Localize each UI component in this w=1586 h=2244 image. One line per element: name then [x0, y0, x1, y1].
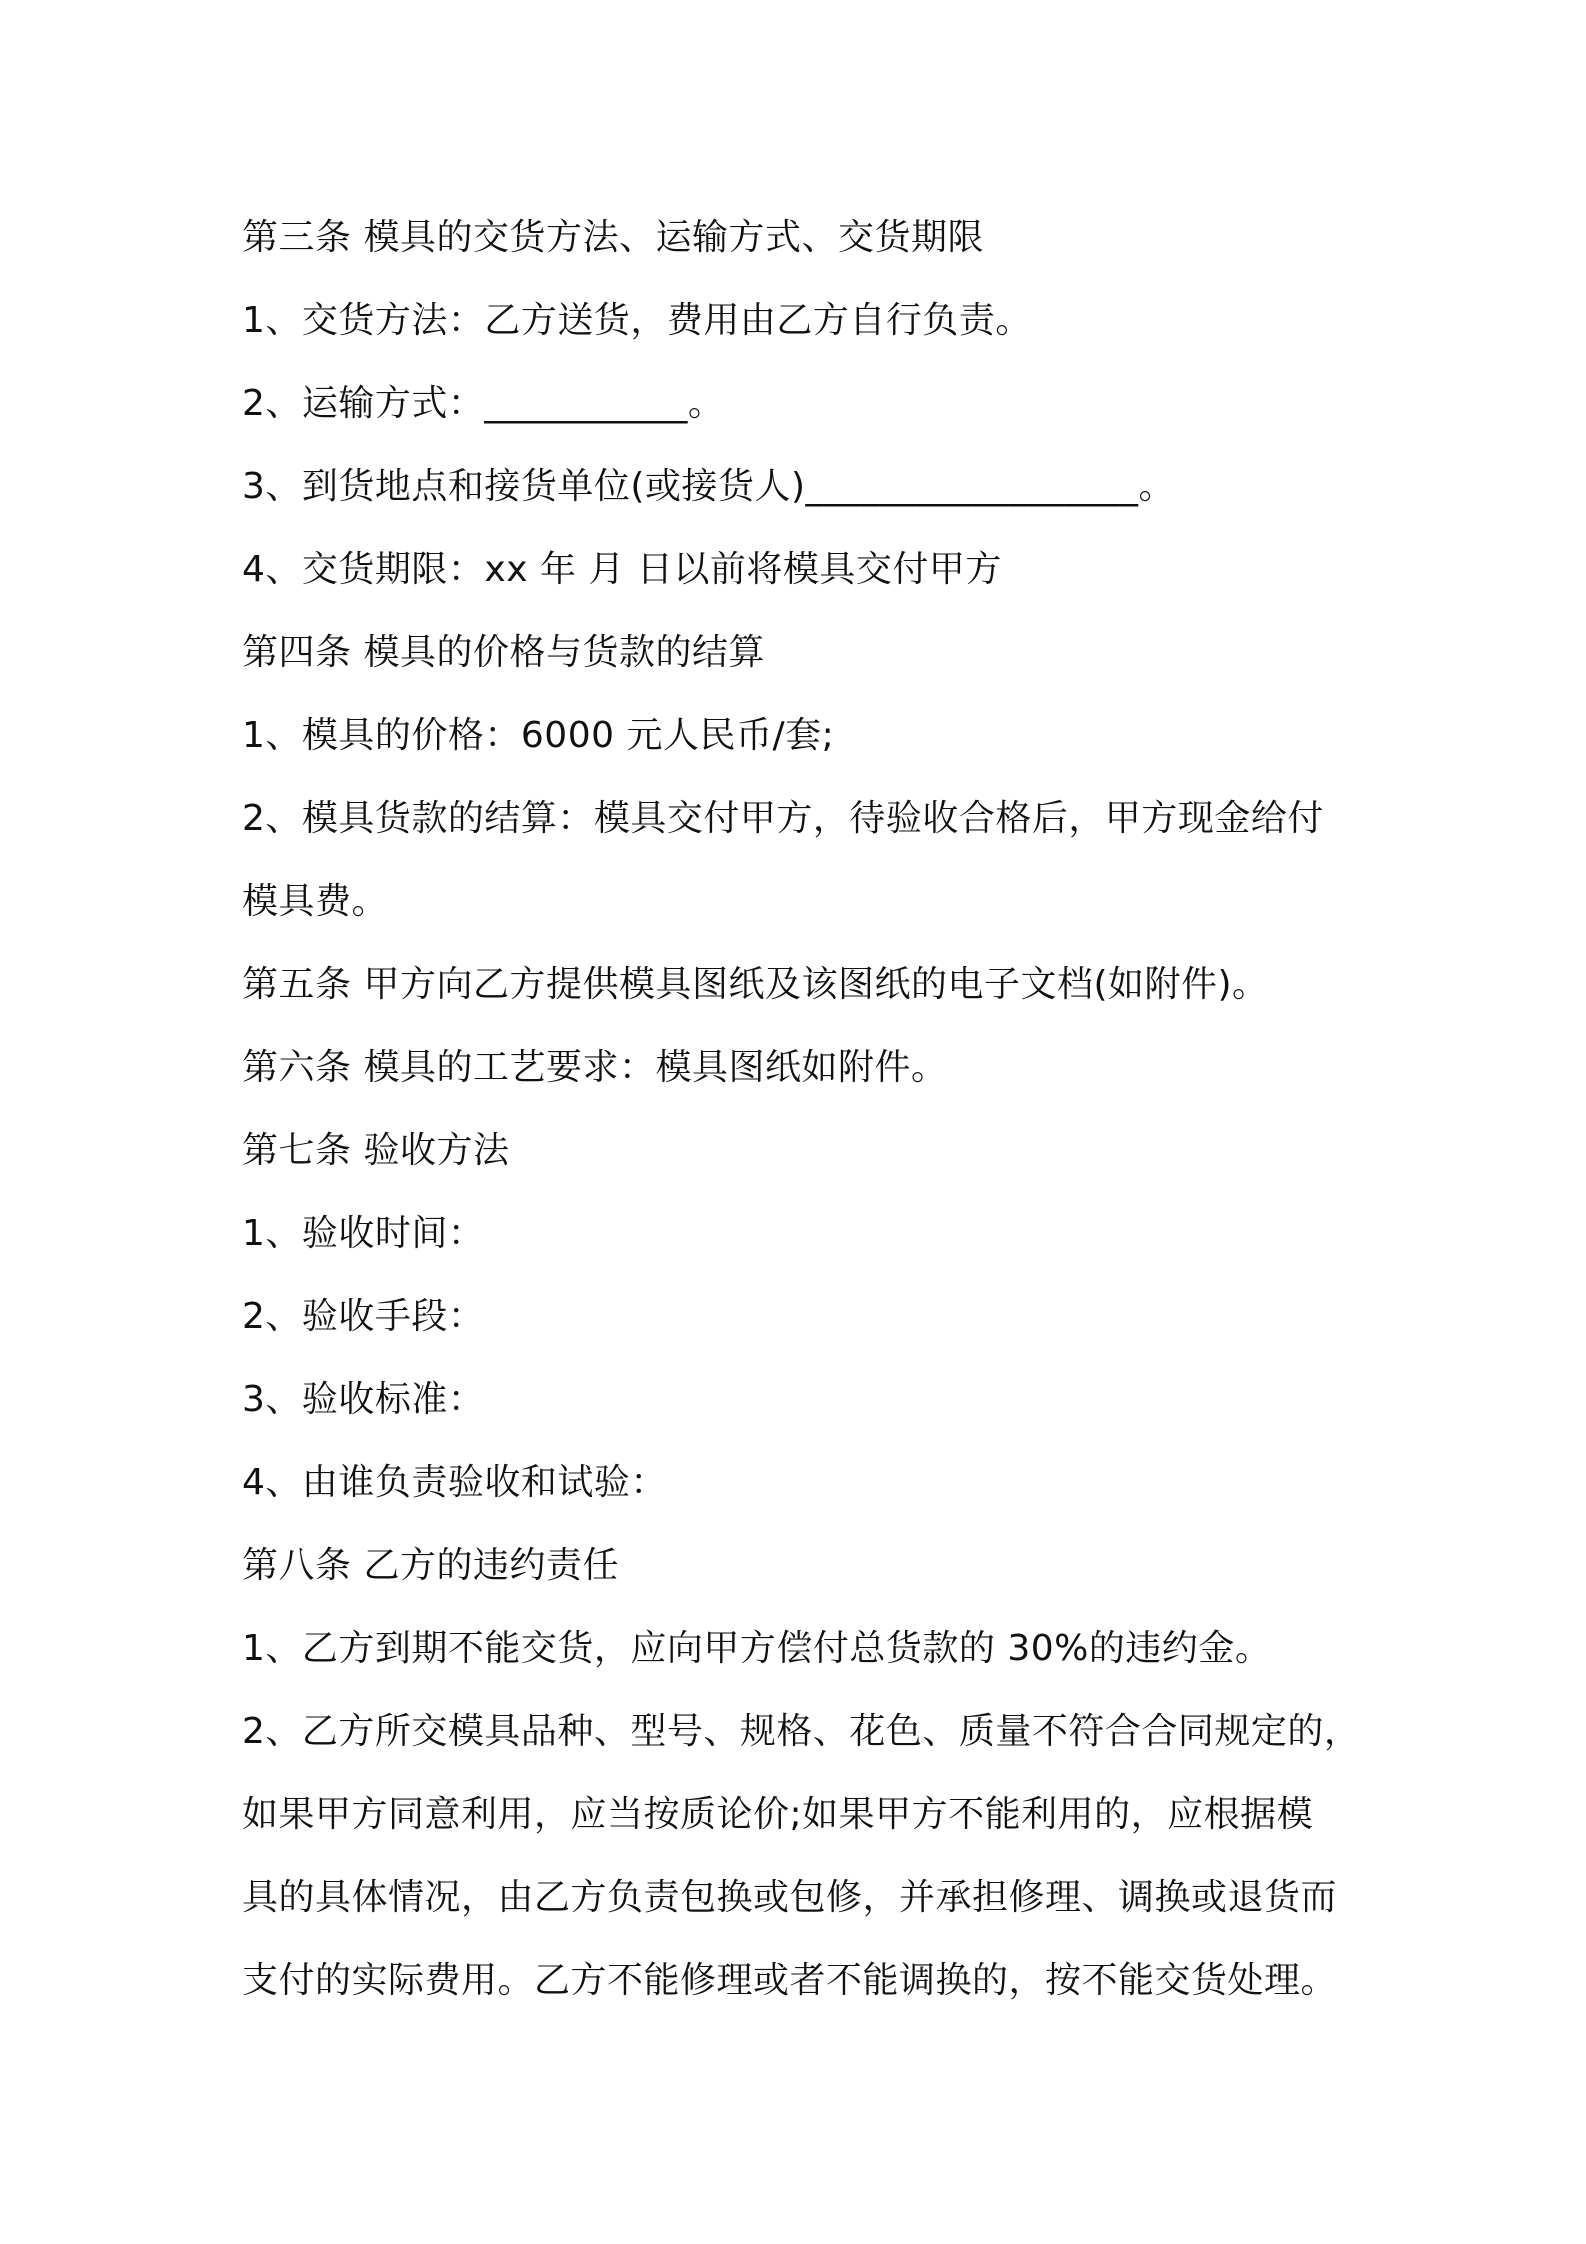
article-7-heading: 第七条 验收方法	[242, 1130, 510, 1171]
article-3-heading: 第三条 模具的交货方法、运输方式、交货期限	[242, 217, 984, 258]
article-3-item-3: 3、到货地点和接货单位(或接货人)__________________。	[242, 466, 1175, 507]
article-8-item-2-line-4: 支付的实际费用。乙方不能修理或者不能调换的，按不能交货处理。	[242, 1960, 1338, 2001]
article-8-item-1: 1、乙方到期不能交货，应向甲方偿付总货款的 30%的违约金。	[242, 1628, 1272, 1669]
document-body	[242, 196, 1382, 2022]
article-8-item-2-line-3: 具的具体情况，由乙方负责包换或包修，并承担修理、调换或退货而	[242, 1877, 1338, 1918]
article-8-heading: 第八条 乙方的违约责任	[242, 1545, 619, 1586]
article-4-heading: 第四条 模具的价格与货款的结算	[242, 632, 765, 673]
article-3-item-4: 4、交货期限：xx 年 月 日以前将模具交付甲方	[242, 549, 1002, 590]
article-7-item-4: 4、由谁负责验收和试验：	[242, 1462, 667, 1503]
article-6-text: 第六条 模具的工艺要求：模具图纸如附件。	[242, 1047, 948, 1088]
article-3-item-1: 1、交货方法：乙方送货，费用由乙方自行负责。	[242, 300, 1032, 341]
article-4-item-2-continued: 模具费。	[242, 881, 389, 922]
article-8-item-2: 2、乙方所交模具品种、型号、规格、花色、质量不符合合同规定的，	[242, 1711, 1361, 1752]
article-4-item-1: 1、模具的价格：6000 元人民币/套;	[242, 715, 835, 756]
article-7-item-3: 3、验收标准：	[242, 1379, 485, 1420]
article-7-item-2: 2、验收手段：	[242, 1296, 485, 1337]
article-7-item-1: 1、验收时间：	[242, 1213, 485, 1254]
article-3-item-2: 2、运输方式：___________。	[242, 383, 725, 424]
article-5-text: 第五条 甲方向乙方提供模具图纸及该图纸的电子文档(如附件)。	[242, 964, 1269, 1005]
article-8-item-2-line-2: 如果甲方同意利用，应当按质论价;如果甲方不能利用的，应根据模	[242, 1794, 1314, 1835]
article-4-item-2: 2、模具货款的结算：模具交付甲方，待验收合格后，甲方现金给付	[242, 798, 1324, 839]
